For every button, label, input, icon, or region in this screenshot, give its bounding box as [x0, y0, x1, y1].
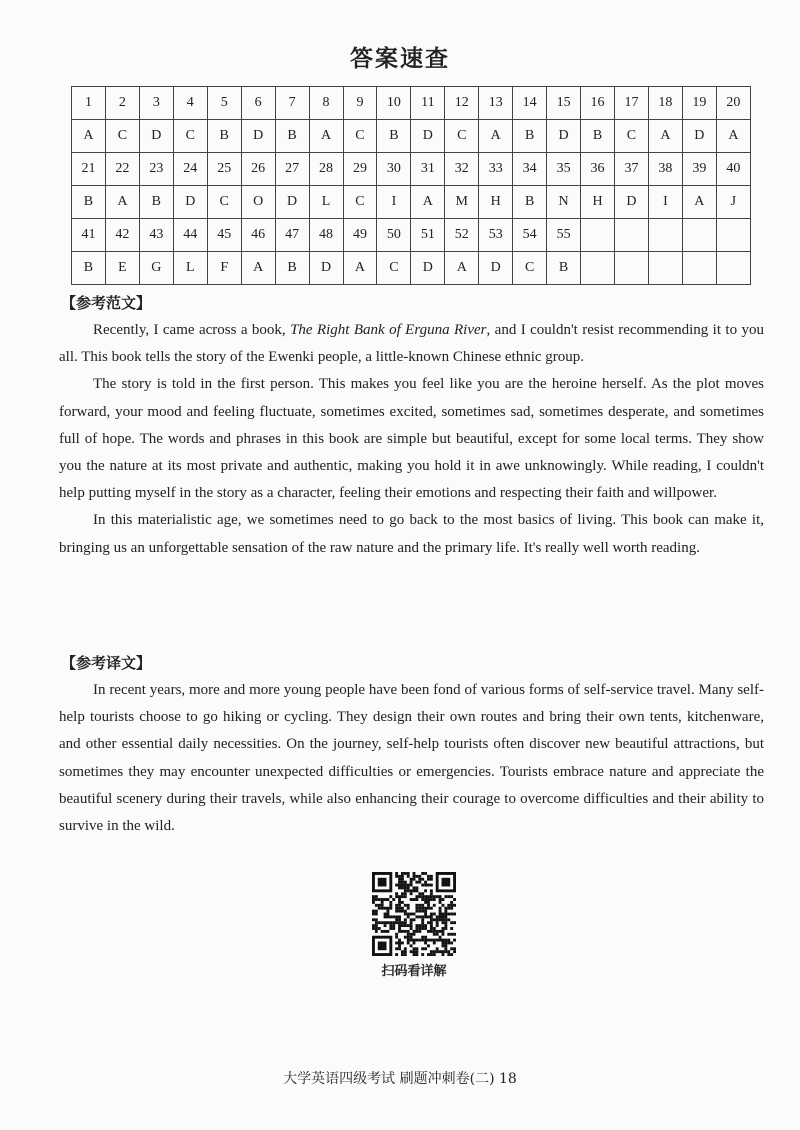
essay-paragraph: Recently, I came across a book, The Right Bank of Erguna River, and I couldn't resist recommending it to you all. This book tells the story of the Ewenki people, a little-known Chinese ethnic group. [59, 322, 764, 366]
question-number-cell: 14 [513, 87, 547, 120]
answer-cell: E [105, 252, 139, 285]
question-number-cell: 48 [309, 219, 343, 252]
question-number-cell: 25 [207, 153, 241, 186]
answer-cell: C [615, 120, 649, 153]
answer-cell: L [309, 186, 343, 219]
answer-cell: B [513, 120, 547, 153]
answer-cell: B [139, 186, 173, 219]
answer-cell: A [445, 252, 479, 285]
question-number-cell: 37 [615, 153, 649, 186]
answer-cell: C [343, 186, 377, 219]
answer-cell: A [72, 120, 106, 153]
question-number-cell: 16 [581, 87, 615, 120]
question-number-cell: 55 [547, 219, 581, 252]
translation-paragraph: In recent years, more and more young people have been fond of various forms of self-service travel. Many self-help tourists choose to go hiking or cycling. They design their own routes and bring their own tents, kitchenware, and other essential daily necessities. On the journey, self-help tourists often discover new beautiful attractions, but sometimes they may encounter unexpected difficulties or emergencies. Tourists embrace nature and appreciate the beautiful scenery during their travels, while also enhancing their courage to overcome difficulties and their ability to survive in the wild. [59, 682, 764, 835]
question-number-cell: 43 [139, 219, 173, 252]
question-number-cell: 38 [648, 153, 682, 186]
page-footer: 大学英语四级考试 刷题冲刺卷(二) 18 [283, 1071, 517, 1087]
question-number-cell: 46 [241, 219, 275, 252]
answer-cell: A [716, 120, 750, 153]
question-number-cell: 53 [479, 219, 513, 252]
question-number-cell: 22 [105, 153, 139, 186]
question-number-cell: 51 [411, 219, 445, 252]
answer-cell: A [682, 186, 716, 219]
question-number-cell: 35 [547, 153, 581, 186]
question-number-cell: 52 [445, 219, 479, 252]
question-number-row [72, 87, 751, 120]
answer-row [72, 252, 751, 285]
answer-cell: D [275, 186, 309, 219]
question-number-cell: 20 [716, 87, 750, 120]
answer-cell: H [479, 186, 513, 219]
answer-cell: B [275, 252, 309, 285]
question-number-cell: 30 [377, 153, 411, 186]
qr-code-label: 扫码看详解 [381, 964, 447, 979]
question-number-cell: 33 [479, 153, 513, 186]
question-number-cell: 5 [207, 87, 241, 120]
question-number-cell: 45 [207, 219, 241, 252]
answer-cell: C [343, 120, 377, 153]
book-title: The Right Bank of Erguna River [290, 322, 487, 338]
answer-row [72, 120, 751, 153]
question-number-cell: 44 [173, 219, 207, 252]
answer-cell: D [615, 186, 649, 219]
answer-cell: B [207, 120, 241, 153]
answer-cell: O [241, 186, 275, 219]
answer-cell: D [682, 120, 716, 153]
answer-cell: D [411, 120, 445, 153]
question-number-cell: 18 [648, 87, 682, 120]
question-number-cell: 13 [479, 87, 513, 120]
question-number-cell: 12 [445, 87, 479, 120]
qr-code-icon[interactable] [372, 872, 456, 956]
answer-cell: A [343, 252, 377, 285]
question-number-cell: 1 [72, 87, 106, 120]
question-number-cell: 34 [513, 153, 547, 186]
answer-cell: B [581, 120, 615, 153]
answer-cell: B [72, 186, 106, 219]
question-number-cell: 11 [411, 87, 445, 120]
question-number-cell: 23 [139, 153, 173, 186]
question-number-cell [581, 219, 615, 252]
question-number-cell [716, 219, 750, 252]
question-number-cell: 42 [105, 219, 139, 252]
answer-table [71, 86, 751, 285]
answer-cell [716, 252, 750, 285]
answer-cell: A [479, 120, 513, 153]
question-number-row [72, 219, 751, 252]
model-translation-heading: 【参考译文】 [61, 654, 152, 672]
question-number-cell [615, 219, 649, 252]
question-number-cell [648, 219, 682, 252]
answer-cell: C [513, 252, 547, 285]
question-number-cell: 2 [105, 87, 139, 120]
model-essay-heading: 【参考范文】 [61, 294, 152, 312]
question-number-cell: 50 [377, 219, 411, 252]
question-number-cell: 24 [173, 153, 207, 186]
answer-cell: M [445, 186, 479, 219]
answer-cell: B [377, 120, 411, 153]
answer-cell: G [139, 252, 173, 285]
essay-paragraph: The story is told in the first person. This makes you feel like you are the heroine herself. As the plot moves forward, your mood and feeling fluctuate, sometimes excited, sometimes sad, sometimes desperate, and sometimes full of hope. The words and phrases in this book are simple but beautiful, except for some local terms. They show you the nature at its most private and authentic, making you hold it in awe unknowingly. While reading, I couldn't help putting myself in the story as a character, feeling their emotions and respecting their faith and willpower. [59, 376, 764, 502]
answer-cell: D [479, 252, 513, 285]
answer-cell [581, 252, 615, 285]
question-number-cell: 31 [411, 153, 445, 186]
model-translation [59, 677, 764, 840]
question-number-cell: 54 [513, 219, 547, 252]
answer-cell: C [105, 120, 139, 153]
question-number-cell: 8 [309, 87, 343, 120]
answer-cell: L [173, 252, 207, 285]
answer-cell: B [72, 252, 106, 285]
question-number-cell: 49 [343, 219, 377, 252]
question-number-cell: 10 [377, 87, 411, 120]
answer-cell [615, 252, 649, 285]
answer-cell: D [547, 120, 581, 153]
answer-cell: B [275, 120, 309, 153]
question-number-cell: 7 [275, 87, 309, 120]
question-number-cell: 40 [716, 153, 750, 186]
question-number-cell: 36 [581, 153, 615, 186]
question-number-cell: 19 [682, 87, 716, 120]
question-number-cell: 3 [139, 87, 173, 120]
question-number-cell: 17 [615, 87, 649, 120]
answer-cell [648, 252, 682, 285]
answer-cell: F [207, 252, 241, 285]
answer-cell: B [547, 252, 581, 285]
answer-cell: H [581, 186, 615, 219]
answer-cell: C [207, 186, 241, 219]
answer-cell: C [173, 120, 207, 153]
answer-cell: B [513, 186, 547, 219]
question-number-cell: 26 [241, 153, 275, 186]
question-number-cell: 41 [72, 219, 106, 252]
question-number-cell: 9 [343, 87, 377, 120]
answer-cell: A [648, 120, 682, 153]
question-number-cell: 21 [72, 153, 106, 186]
answer-cell: C [377, 252, 411, 285]
answer-cell: A [241, 252, 275, 285]
model-essay [59, 317, 764, 562]
question-number-cell: 6 [241, 87, 275, 120]
question-number-cell [682, 219, 716, 252]
question-number-cell: 29 [343, 153, 377, 186]
answer-cell: D [139, 120, 173, 153]
question-number-cell: 28 [309, 153, 343, 186]
answer-row [72, 186, 751, 219]
question-number-cell: 15 [547, 87, 581, 120]
answer-cell: I [377, 186, 411, 219]
answer-cell [682, 252, 716, 285]
answer-cell: D [309, 252, 343, 285]
answer-cell: C [445, 120, 479, 153]
answer-cell: A [309, 120, 343, 153]
essay-paragraph: In this materialistic age, we sometimes need to go back to the most basics of living. This book can make it, bringing us an unforgettable sensation of the raw nature and the primary life. It's really well worth reading. [59, 512, 764, 556]
answer-cell: A [105, 186, 139, 219]
answer-cell: J [716, 186, 750, 219]
question-number-row [72, 153, 751, 186]
answer-cell: D [241, 120, 275, 153]
answer-cell: N [547, 186, 581, 219]
question-number-cell: 32 [445, 153, 479, 186]
question-number-cell: 27 [275, 153, 309, 186]
question-number-cell: 39 [682, 153, 716, 186]
answer-cell: A [411, 186, 445, 219]
answer-cell: I [648, 186, 682, 219]
answer-cell: D [411, 252, 445, 285]
page-title: 答案速查 [350, 46, 450, 72]
question-number-cell: 47 [275, 219, 309, 252]
answer-cell: D [173, 186, 207, 219]
question-number-cell: 4 [173, 87, 207, 120]
